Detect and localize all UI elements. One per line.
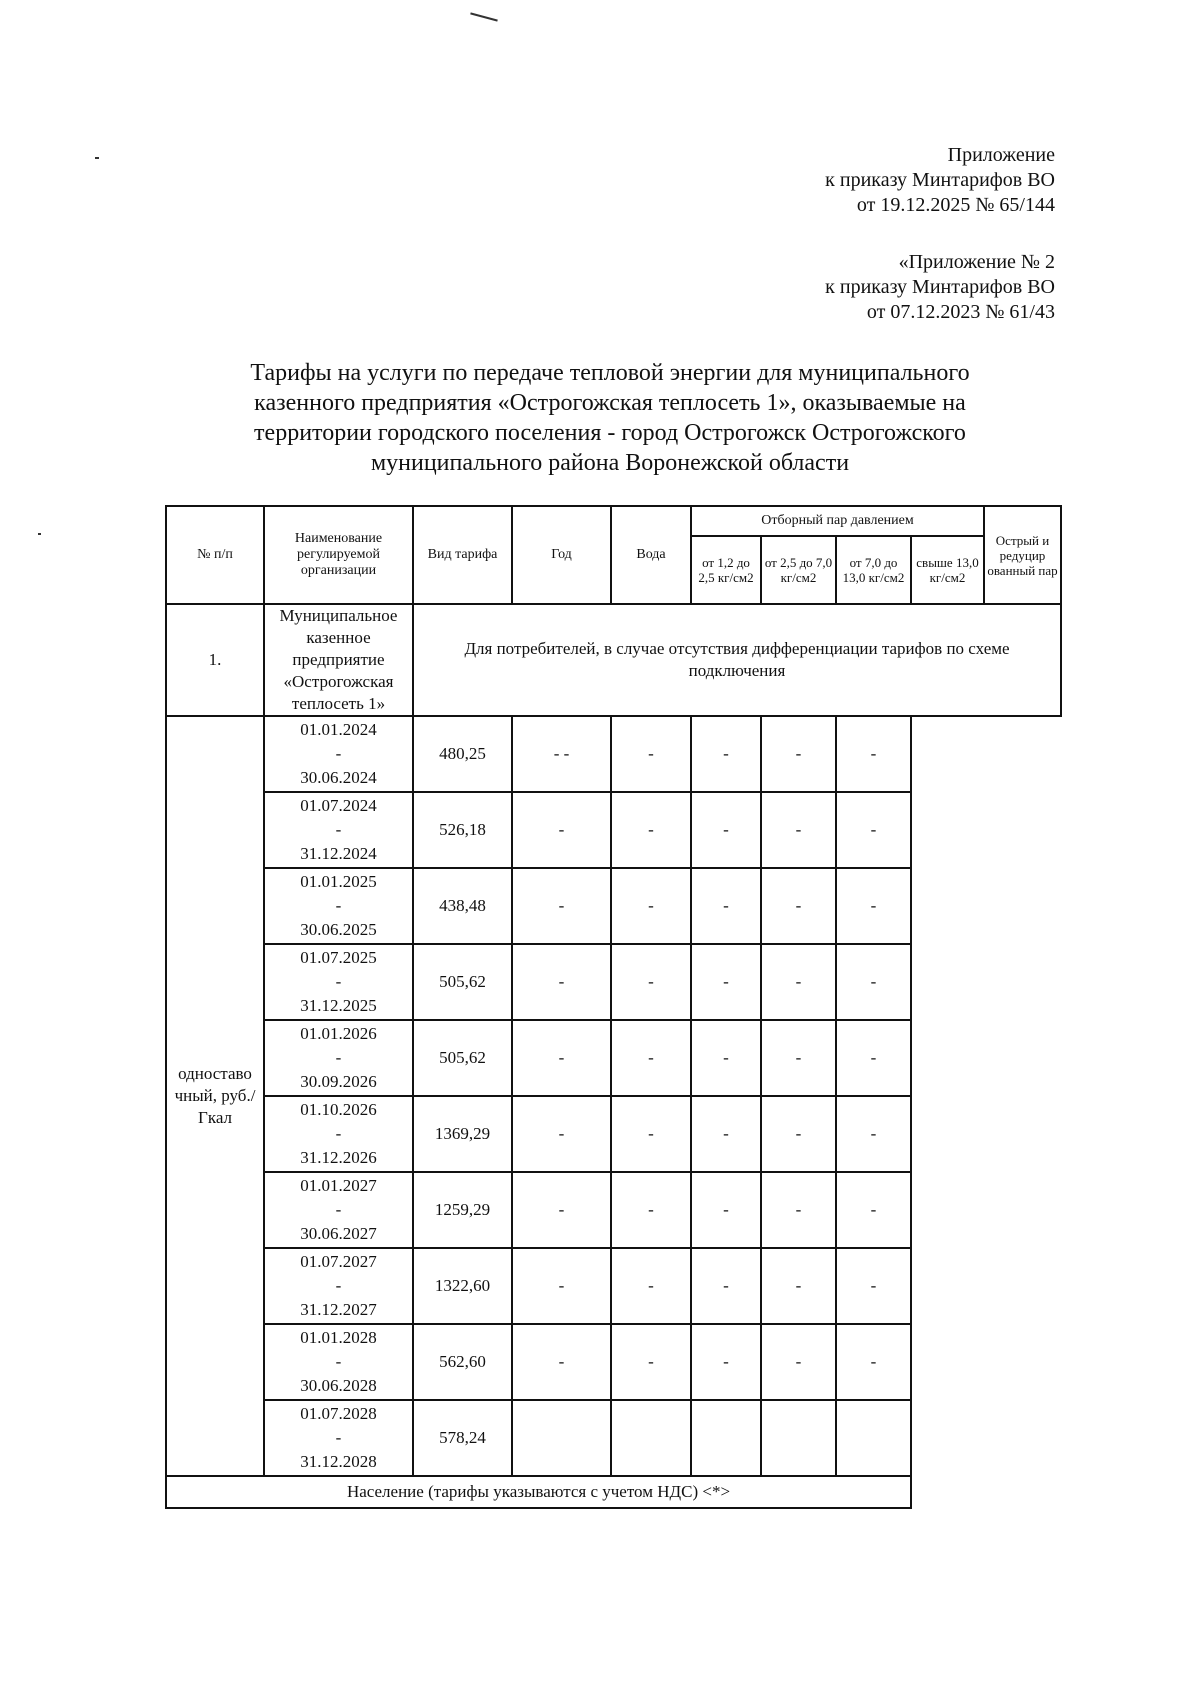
section-population: Население (тарифы указываются с учетом НДС) <*> bbox=[166, 1476, 911, 1508]
period-from: 01.01.2026 bbox=[300, 1024, 377, 1043]
p2-value: - bbox=[611, 1020, 691, 1096]
p4-value: - bbox=[761, 1020, 836, 1096]
period-to: 31.12.2028 bbox=[300, 1452, 377, 1471]
period-from: 01.07.2025 bbox=[300, 948, 377, 967]
period-cell bbox=[264, 1400, 413, 1476]
p1-value bbox=[512, 1400, 611, 1476]
appendix-reference bbox=[825, 143, 1055, 218]
period-from: 01.01.2025 bbox=[300, 872, 377, 891]
appendix-line: «Приложение № 2 bbox=[898, 251, 1055, 273]
sharp-value: - bbox=[836, 716, 911, 792]
period-to: 31.12.2027 bbox=[300, 1300, 377, 1319]
sharp-value: - bbox=[836, 1096, 911, 1172]
water-value: 505,62 bbox=[413, 944, 512, 1020]
period-cell bbox=[264, 1096, 413, 1172]
period-sep: - bbox=[335, 1428, 342, 1447]
water-value: 1369,29 bbox=[413, 1096, 512, 1172]
sharp-value: - bbox=[836, 1248, 911, 1324]
tariff-row bbox=[166, 792, 1061, 868]
period-to: 30.06.2028 bbox=[300, 1376, 377, 1395]
title-line: территории городского поселения - город Острогожск Острогожского bbox=[254, 420, 966, 446]
p1-value: - bbox=[512, 868, 611, 944]
water-value: 1259,29 bbox=[413, 1172, 512, 1248]
p3-value: - bbox=[691, 1020, 761, 1096]
p3-value: - bbox=[691, 1096, 761, 1172]
p2-value bbox=[611, 1400, 691, 1476]
period-to: 30.06.2025 bbox=[300, 920, 377, 939]
appendix2-reference bbox=[825, 250, 1055, 325]
p4-value bbox=[761, 1400, 836, 1476]
appendix-line: от 07.12.2023 № 61/43 bbox=[866, 301, 1055, 323]
appendix-line: от 19.12.2025 № 65/144 bbox=[856, 194, 1055, 216]
header-water: Вода bbox=[611, 506, 691, 604]
row-number: 1. bbox=[166, 604, 264, 716]
title-line: казенного предприятия «Острогожская теплосеть 1», оказываемые на bbox=[254, 390, 966, 416]
p1-value: - bbox=[512, 1096, 611, 1172]
water-value: 480,25 bbox=[413, 716, 512, 792]
period-sep: - bbox=[335, 820, 342, 839]
p3-value bbox=[691, 1400, 761, 1476]
header-type: Вид тарифа bbox=[413, 506, 512, 604]
header-steam-group: Отборный пар давлением bbox=[691, 506, 984, 536]
water-value: 438,48 bbox=[413, 868, 512, 944]
period-from: 01.01.2028 bbox=[300, 1328, 377, 1347]
p1-value: - bbox=[512, 944, 611, 1020]
tariff-row bbox=[166, 1020, 1061, 1096]
period-to: 31.12.2024 bbox=[300, 844, 377, 863]
p3-value: - bbox=[691, 792, 761, 868]
title-line: Тарифы на услуги по передаче тепловой энергии для муниципального bbox=[250, 360, 970, 386]
p1-value: - bbox=[512, 1324, 611, 1400]
period-to: 31.12.2026 bbox=[300, 1148, 377, 1167]
water-value: 578,24 bbox=[413, 1400, 512, 1476]
period-sep: - bbox=[335, 744, 342, 763]
p2-value: - bbox=[611, 1172, 691, 1248]
p4-value: - bbox=[761, 1172, 836, 1248]
p2-value: - bbox=[611, 1248, 691, 1324]
header-p1: от 1,2 до 2,5 кг/см2 bbox=[691, 536, 761, 604]
sharp-value: - bbox=[836, 1324, 911, 1400]
title-line: муниципального района Воронежской области bbox=[370, 450, 850, 476]
sharp-value: - bbox=[836, 1020, 911, 1096]
tariff-row bbox=[166, 868, 1061, 944]
p2-value: - bbox=[611, 1096, 691, 1172]
p4-value: - bbox=[761, 792, 836, 868]
p2-value: - bbox=[611, 716, 691, 792]
period-to: 30.06.2024 bbox=[300, 768, 377, 787]
period-sep: - bbox=[335, 1352, 342, 1371]
water-value: 1322,60 bbox=[413, 1248, 512, 1324]
sharp-value bbox=[836, 1400, 911, 1476]
p1-value: - bbox=[512, 1020, 611, 1096]
p4-value: - bbox=[761, 1324, 836, 1400]
p4-value: - bbox=[761, 868, 836, 944]
period-cell bbox=[264, 716, 413, 792]
p4-value: - bbox=[761, 1096, 836, 1172]
p1-value: - bbox=[512, 792, 611, 868]
appendix-line: к приказу Минтарифов ВО bbox=[825, 276, 1055, 298]
tariff-type: одноставо чный, руб./Гкал bbox=[166, 716, 264, 1476]
p4-value: - bbox=[761, 944, 836, 1020]
header-p4: свыше 13,0 кг/см2 bbox=[911, 536, 984, 604]
appendix-line: Приложение bbox=[947, 144, 1055, 166]
section-row bbox=[166, 1476, 1061, 1508]
tariff-row bbox=[166, 1400, 1061, 1476]
p3-value: - bbox=[691, 716, 761, 792]
tariff-row bbox=[166, 944, 1061, 1020]
p4-value: - bbox=[761, 1248, 836, 1324]
period-cell bbox=[264, 792, 413, 868]
header-year: Год bbox=[512, 506, 611, 604]
p2-value: - bbox=[611, 792, 691, 868]
period-cell bbox=[264, 868, 413, 944]
period-from: 01.07.2028 bbox=[300, 1404, 377, 1423]
period-from: 01.07.2024 bbox=[300, 796, 377, 815]
p3-value: - bbox=[691, 868, 761, 944]
period-sep: - bbox=[335, 1124, 342, 1143]
header-row bbox=[166, 506, 1061, 536]
tariff-row bbox=[166, 1096, 1061, 1172]
section-row bbox=[166, 604, 1061, 716]
scan-artifact bbox=[95, 157, 99, 159]
period-cell bbox=[264, 944, 413, 1020]
period-cell bbox=[264, 1248, 413, 1324]
tariff-row bbox=[166, 1324, 1061, 1400]
p1-value: - - bbox=[512, 716, 611, 792]
period-sep: - bbox=[335, 1048, 342, 1067]
period-to: 30.09.2026 bbox=[300, 1072, 377, 1091]
period-from: 01.10.2026 bbox=[300, 1100, 377, 1119]
period-to: 30.06.2027 bbox=[300, 1224, 377, 1243]
period-sep: - bbox=[335, 896, 342, 915]
sharp-value: - bbox=[836, 1172, 911, 1248]
header-org: Наименование регулируемой организации bbox=[264, 506, 413, 604]
header-p2: от 2,5 до 7,0 кг/см2 bbox=[761, 536, 836, 604]
scan-artifact bbox=[470, 12, 498, 21]
tariff-table bbox=[165, 505, 1062, 1509]
org-name: Муниципальное казенное предприятие «Острогожская теплосеть 1» bbox=[264, 604, 413, 716]
water-value: 562,60 bbox=[413, 1324, 512, 1400]
p2-value: - bbox=[611, 944, 691, 1020]
p3-value: - bbox=[691, 1248, 761, 1324]
period-sep: - bbox=[335, 1200, 342, 1219]
p3-value: - bbox=[691, 1172, 761, 1248]
p1-value: - bbox=[512, 1248, 611, 1324]
p4-value: - bbox=[761, 716, 836, 792]
header-p3: от 7,0 до 13,0 кг/см2 bbox=[836, 536, 911, 604]
header-sharp-steam: Острый и редуцир ованный пар bbox=[984, 506, 1061, 604]
period-sep: - bbox=[335, 972, 342, 991]
period-from: 01.01.2027 bbox=[300, 1176, 377, 1195]
period-cell bbox=[264, 1172, 413, 1248]
period-from: 01.01.2024 bbox=[300, 720, 377, 739]
scan-artifact bbox=[38, 533, 41, 535]
water-value: 526,18 bbox=[413, 792, 512, 868]
tariff-row bbox=[166, 716, 1061, 792]
p3-value: - bbox=[691, 944, 761, 1020]
sharp-value: - bbox=[836, 868, 911, 944]
p2-value: - bbox=[611, 1324, 691, 1400]
appendix-line: к приказу Минтарифов ВО bbox=[825, 169, 1055, 191]
section-consumers: Для потребителей, в случае отсутствия дифференциации тарифов по схеме подключения bbox=[413, 604, 1061, 716]
p3-value: - bbox=[691, 1324, 761, 1400]
sharp-value: - bbox=[836, 792, 911, 868]
p1-value: - bbox=[512, 1172, 611, 1248]
period-from: 01.07.2027 bbox=[300, 1252, 377, 1271]
period-cell bbox=[264, 1324, 413, 1400]
tariff-row bbox=[166, 1248, 1061, 1324]
tariff-row bbox=[166, 1172, 1061, 1248]
period-cell bbox=[264, 1020, 413, 1096]
sharp-value: - bbox=[836, 944, 911, 1020]
water-value: 505,62 bbox=[413, 1020, 512, 1096]
period-sep: - bbox=[335, 1276, 342, 1295]
period-to: 31.12.2025 bbox=[300, 996, 377, 1015]
document-title bbox=[160, 358, 1060, 478]
header-num: № п/п bbox=[166, 506, 264, 604]
p2-value: - bbox=[611, 868, 691, 944]
